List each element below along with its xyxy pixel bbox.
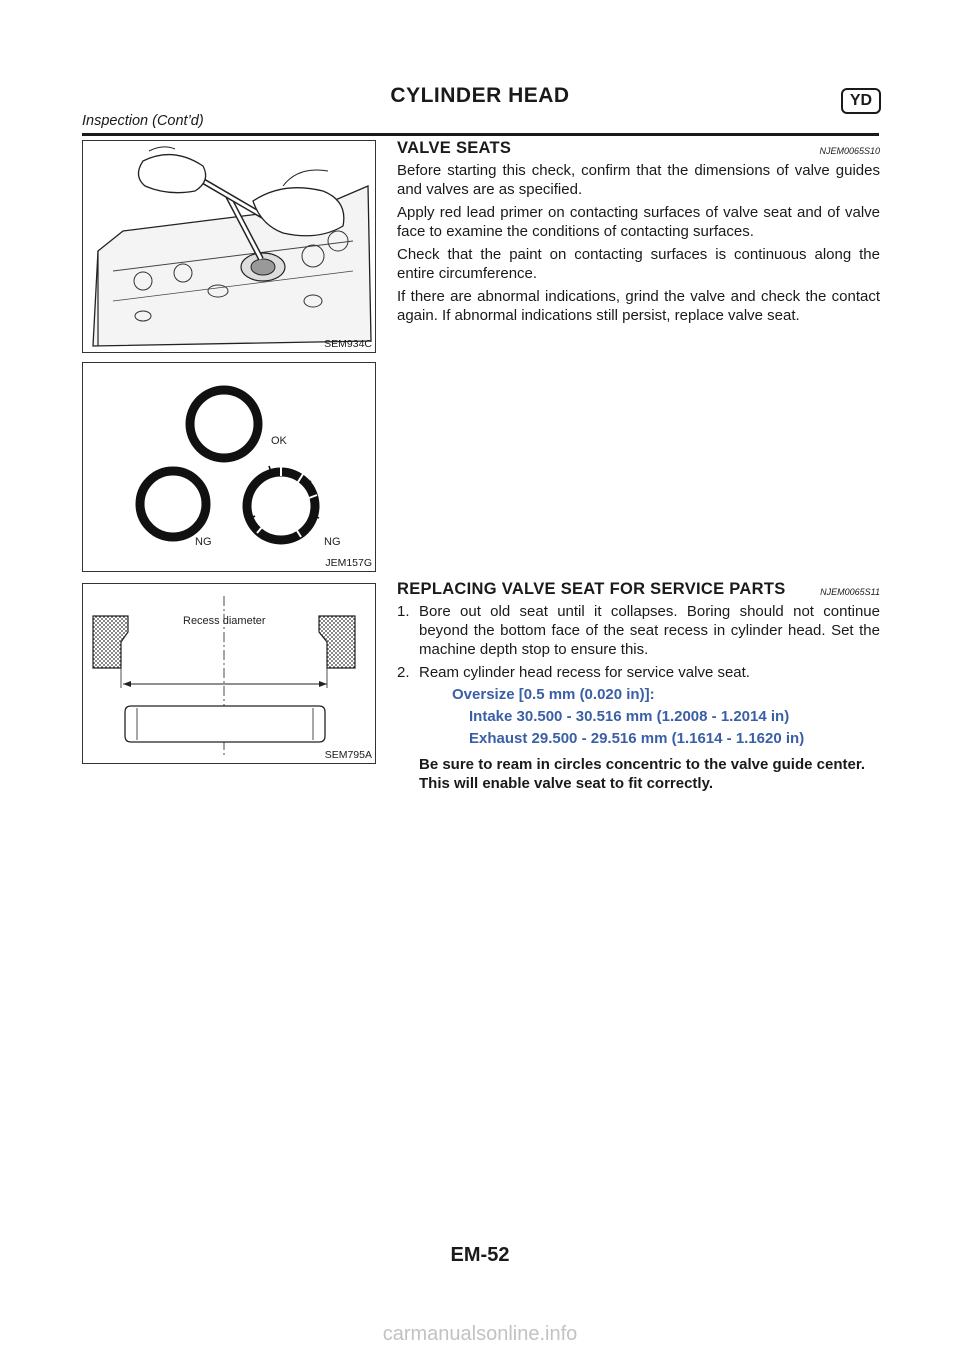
paragraph: If there are abnormal indications, grind the valve and check the contact again. If abnormal indications still persist, replace valve seat. xyxy=(397,288,880,324)
label-recess-diameter: Recess diameter xyxy=(183,615,266,627)
figure-code: SEM795A xyxy=(324,749,372,761)
step-number: 1. xyxy=(397,603,410,620)
figure-code: SEM934C xyxy=(324,338,372,350)
section-valve-seats xyxy=(397,139,880,325)
section-code: NJEM0065S11 xyxy=(820,587,880,597)
step-1 xyxy=(397,602,880,659)
spec-exhaust: Exhaust 29.500 - 29.516 mm (1.1614 - 1.1620 in) xyxy=(469,730,805,747)
spec-intake: Intake 30.500 - 30.516 mm (1.2008 - 1.2014 in) xyxy=(469,708,790,725)
label-ng-left: NG xyxy=(195,536,212,548)
spec-heading: Oversize [0.5 mm (0.020 in)]: xyxy=(452,686,655,703)
header-rule xyxy=(82,133,879,136)
paragraph: Apply red lead primer on contacting surfaces of valve seat and of valve face to examine the conditions of contacting surfaces. xyxy=(397,204,880,240)
watermark: carmanualsonline.info xyxy=(382,1323,578,1345)
page-number: EM-52 xyxy=(450,1244,510,1266)
step-text: Ream cylinder head recess for service valve seat. xyxy=(419,664,750,681)
note: This will enable valve seat to fit correctly. xyxy=(419,775,713,792)
section-title: REPLACING VALVE SEAT FOR SERVICE PARTS xyxy=(397,580,786,598)
figure-recess-diameter xyxy=(82,583,376,764)
step-number: 2. xyxy=(397,664,410,681)
recess-diameter-illustration xyxy=(83,584,375,763)
page-title: CYLINDER HEAD xyxy=(390,84,570,107)
label-ng-right: NG xyxy=(324,536,341,548)
section-code: NJEM0065S10 xyxy=(819,146,880,156)
label-ok: OK xyxy=(271,435,287,447)
figure-contact-pattern xyxy=(82,362,376,572)
paragraph: Check that the paint on contacting surfaces is continuous along the entire circumference. xyxy=(397,246,880,282)
step-2 xyxy=(397,663,880,682)
page-subtitle: Inspection (Cont’d) xyxy=(82,113,204,129)
figure-valve-lapping xyxy=(82,140,376,353)
section-title: VALVE SEATS xyxy=(397,139,512,157)
paragraph: Before starting this check, confirm that the dimensions of valve guides and valves are as specified. xyxy=(397,162,880,198)
model-badge: YD xyxy=(841,88,881,114)
contact-pattern-illustration xyxy=(83,363,375,571)
valve-lapping-illustration xyxy=(83,141,375,352)
step-text: Bore out old seat until it collapses. Boring should not continue beyond the bottom face of the seat recess in cylinder head. Set the machine depth stop to ensure this. xyxy=(419,603,880,658)
section-replacing-valve-seat xyxy=(397,580,880,793)
figure-code: JEM157G xyxy=(325,557,372,569)
note: Be sure to ream in circles concentric to the valve guide center. xyxy=(419,756,866,773)
